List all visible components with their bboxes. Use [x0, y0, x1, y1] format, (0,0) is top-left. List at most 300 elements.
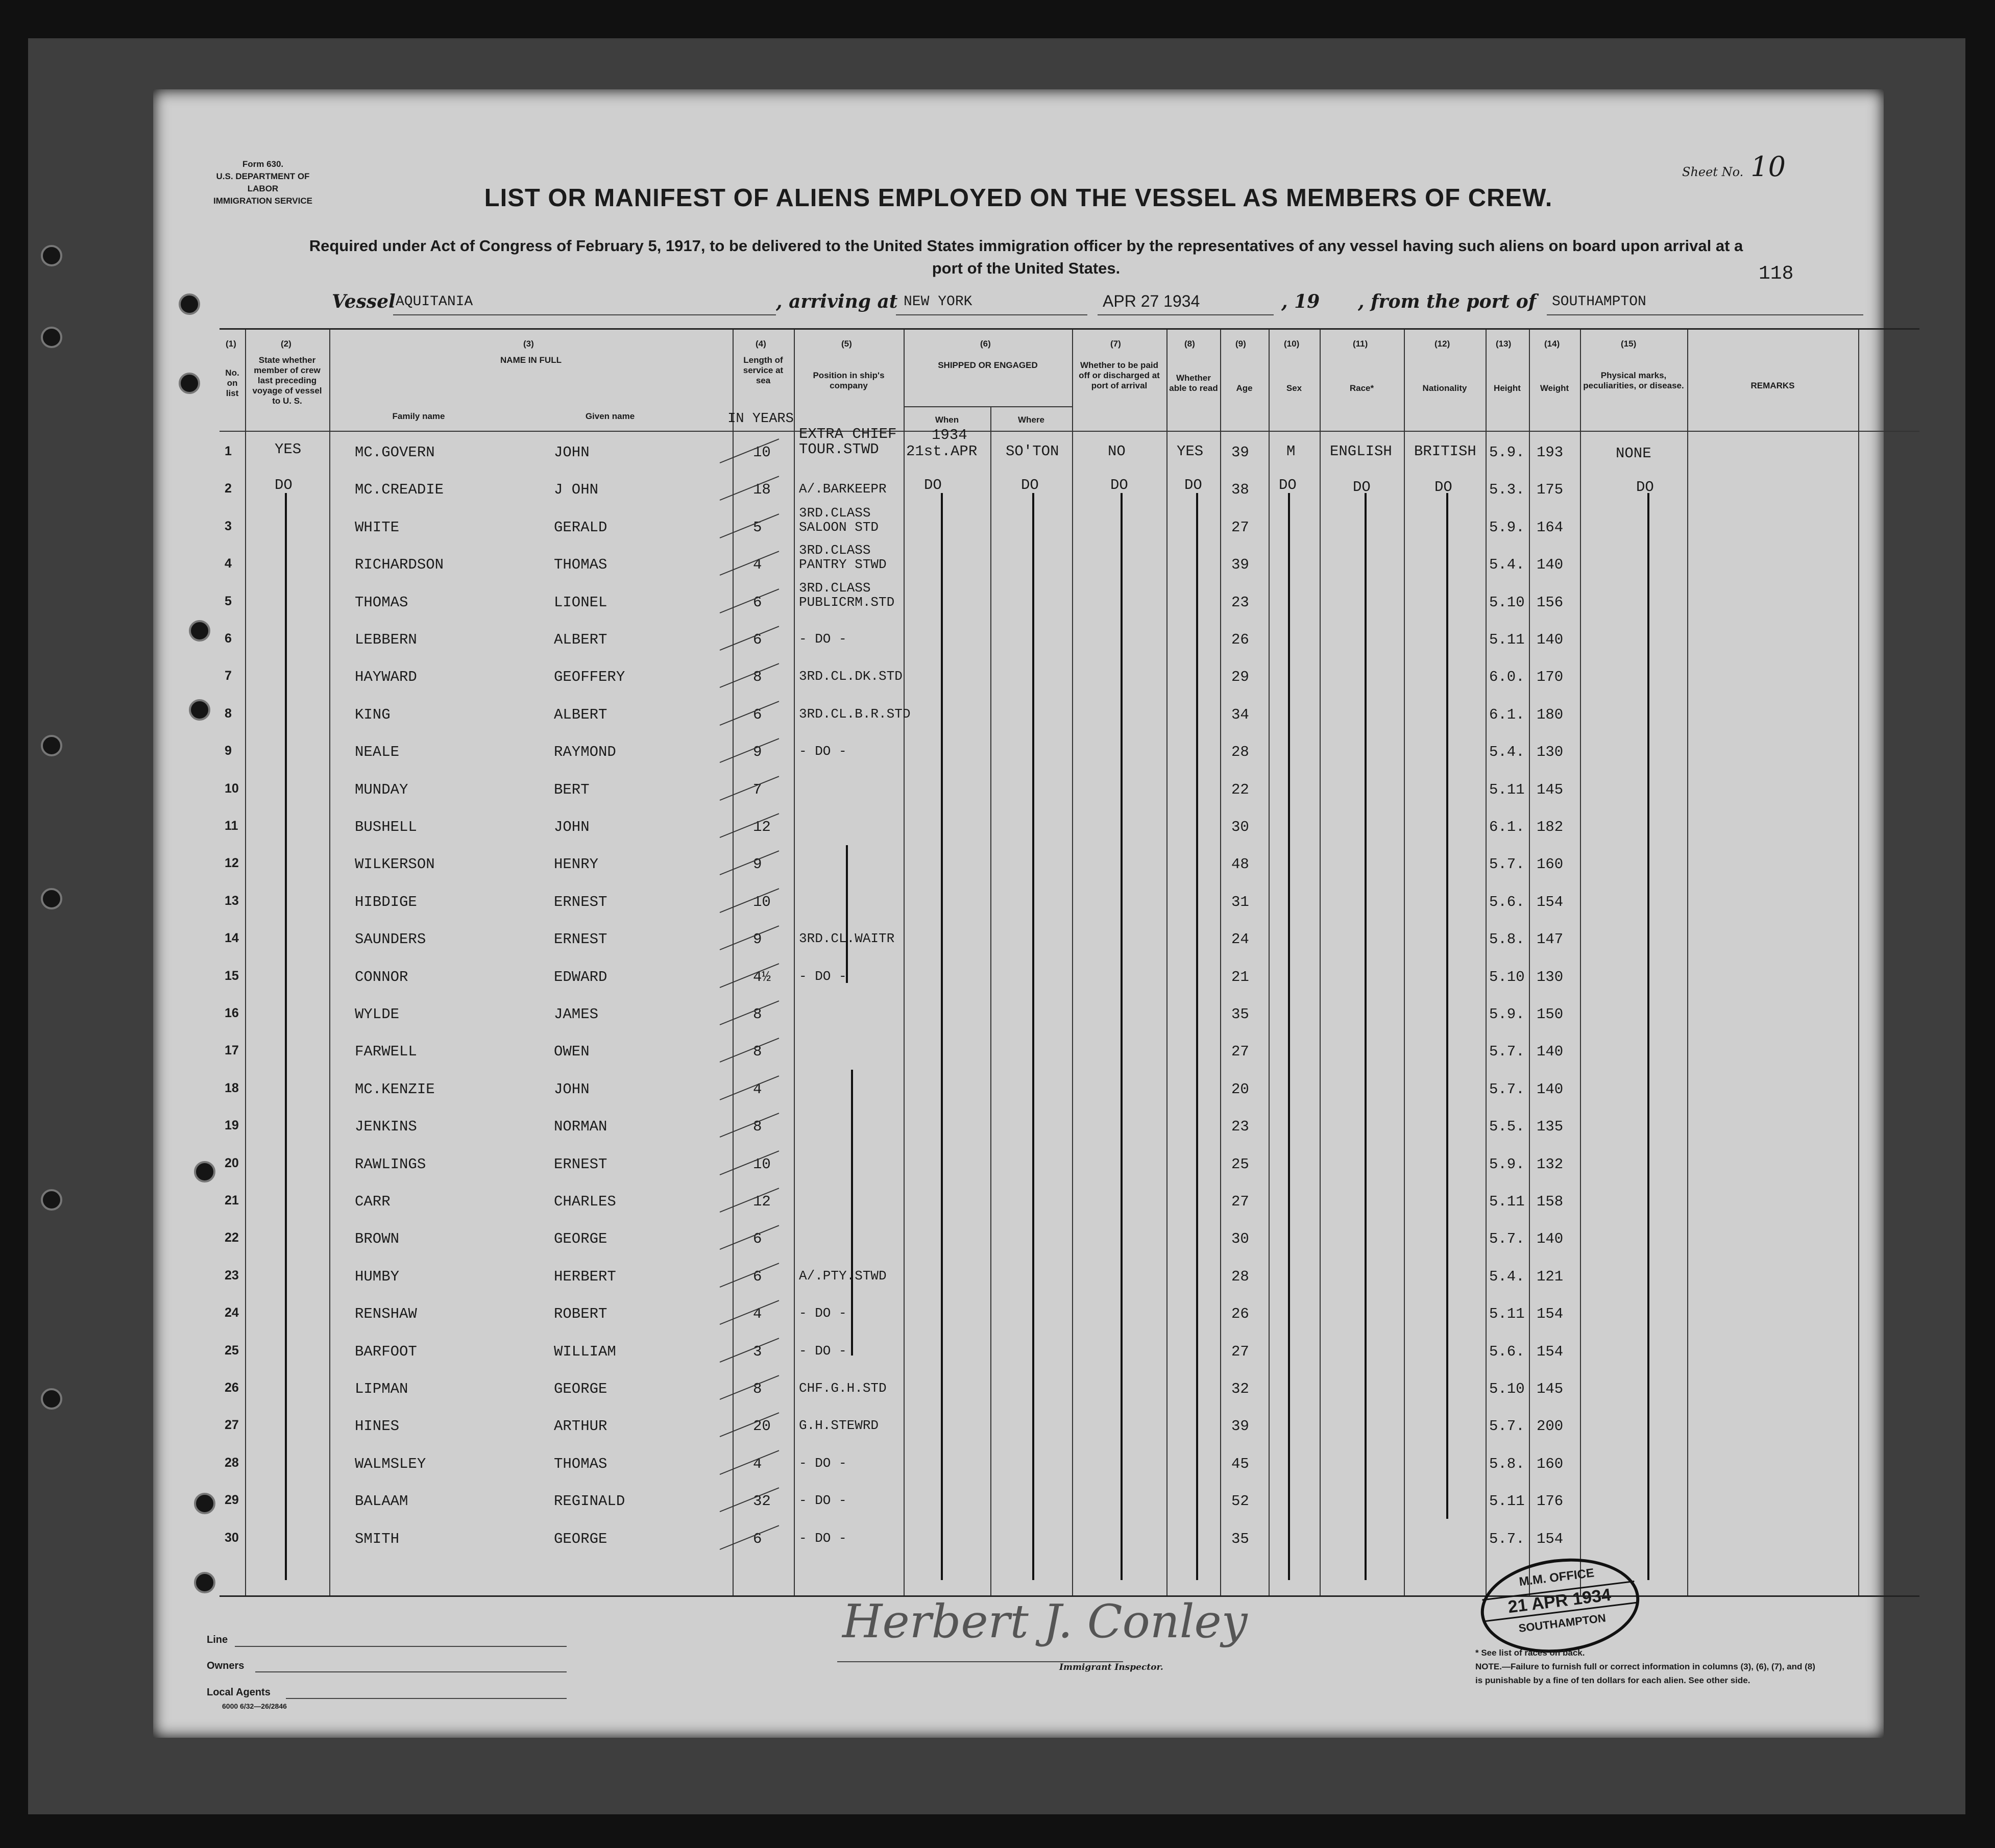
family-name: BROWN: [355, 1230, 400, 1248]
table-row: [220, 993, 1919, 1030]
given-name: ERNEST: [554, 931, 607, 948]
age: 21: [1231, 968, 1249, 985]
stamp-date: 21 APR 1934: [1482, 1581, 1637, 1622]
punch-hole: [41, 245, 62, 266]
table-row: [220, 1517, 1919, 1555]
age: 28: [1231, 1268, 1249, 1285]
family-name: KING: [355, 706, 391, 723]
height: 5.7.: [1489, 1230, 1525, 1248]
table-row: [220, 1105, 1919, 1142]
row1-read: YES: [1177, 443, 1204, 460]
table-row: [220, 1143, 1919, 1180]
weight: 154: [1537, 1305, 1564, 1323]
table-row: [220, 843, 1919, 880]
height: 5.7.: [1489, 1530, 1525, 1547]
col-header-no: No. on list: [225, 368, 239, 398]
given-name: JOHN: [554, 1080, 590, 1098]
header-rule: [904, 406, 1072, 407]
table-row: [220, 655, 1919, 693]
ship-position: - DO -: [799, 744, 847, 759]
age: 26: [1231, 631, 1249, 648]
height: 5.7.: [1489, 1043, 1525, 1061]
service-tick-mark: [720, 1263, 780, 1288]
length-of-service: 4: [753, 1080, 762, 1098]
length-of-service: 18: [753, 481, 771, 499]
ship-position: A/.BARKEEPR: [799, 481, 887, 497]
given-name: BERT: [554, 781, 590, 798]
age: 22: [1231, 781, 1249, 798]
length-of-service: 20: [753, 1418, 771, 1435]
row1-state: YES: [275, 441, 302, 458]
length-of-service: 9: [753, 744, 762, 761]
page-title: LIST OR MANIFEST OF ALIENS EMPLOYED ON THE VESSEL AS MEMBERS OF CREW.: [484, 184, 1553, 212]
service-tick-mark: [720, 1075, 780, 1100]
row-number: 21: [225, 1193, 239, 1208]
ship-position: 3RD.CLASS PUBLICRM.STD: [799, 580, 895, 610]
length-of-service: 9: [753, 931, 762, 948]
weight: 193: [1537, 444, 1564, 461]
row1-race: ENGLISH: [1330, 443, 1392, 460]
penalty-note: NOTE.—Failure to furnish full or correct information in columns (3), (6), (7), and (8) is punishable by a fine of ten dollars for each alien. See other side.: [1475, 1662, 1815, 1685]
row-number: 2: [225, 481, 232, 496]
given-name: ERNEST: [554, 893, 607, 910]
height: 5.7.: [1489, 1080, 1525, 1098]
height: 5.4.: [1489, 556, 1525, 574]
family-name: HUMBY: [355, 1268, 400, 1285]
row-number: 13: [225, 893, 239, 908]
height: 6.0.: [1489, 669, 1525, 686]
family-name: WALMSLEY: [355, 1455, 426, 1472]
weight: 140: [1537, 556, 1564, 574]
length-of-service: 6: [753, 631, 762, 648]
service-tick-mark: [720, 1113, 780, 1138]
sheet-number: [1682, 151, 1786, 183]
row-number: 28: [225, 1455, 239, 1470]
age: 39: [1231, 556, 1249, 574]
row-number: 7: [225, 669, 232, 683]
length-of-service: 4½: [753, 968, 771, 985]
family-name: LEBBERN: [355, 631, 417, 648]
length-of-service: 7: [753, 781, 762, 798]
family-name: HINES: [355, 1418, 400, 1435]
col-header-physical: Physical marks, peculiarities, or disease.: [1583, 371, 1684, 390]
department-name: U.S. DEPARTMENT OF LABOR: [216, 171, 310, 193]
family-name: FARWELL: [355, 1043, 417, 1061]
col-number: (8): [1184, 339, 1195, 349]
height: 5.6.: [1489, 893, 1525, 910]
vessel-label: Vessel: [332, 291, 396, 312]
height: 5.9.: [1489, 1155, 1525, 1173]
col-number: (2): [281, 339, 291, 349]
ship-position: - DO -: [799, 968, 847, 984]
given-name: J OHN: [554, 481, 599, 499]
length-of-service: 10: [753, 444, 771, 461]
ditto-sex: DO: [1279, 477, 1297, 494]
row-number: 9: [225, 744, 232, 758]
age: 25: [1231, 1155, 1249, 1173]
stamp-bottom-text: SOUTHAMPTON: [1518, 1611, 1607, 1635]
family-name: MC.KENZIE: [355, 1080, 435, 1098]
row-number: 12: [225, 856, 239, 871]
footer-agents-label: Local Agents: [207, 1687, 271, 1698]
row1-position: TOUR.STWD: [799, 441, 879, 458]
table-row: [220, 1292, 1919, 1329]
table-row: [220, 805, 1919, 843]
length-of-service: 5: [753, 519, 762, 536]
age: 27: [1231, 1193, 1249, 1210]
col-number: (6): [980, 339, 991, 349]
col-header-position: Position in ship's company: [813, 371, 885, 390]
arrival-port: NEW YORK: [904, 294, 972, 310]
table-row: [220, 693, 1919, 730]
height: 5.6.: [1489, 1343, 1525, 1360]
col-header-name: NAME IN FULL: [500, 355, 562, 365]
row-number: 27: [225, 1418, 239, 1433]
family-name: WYLDE: [355, 1006, 400, 1023]
row-number: 3: [225, 519, 232, 533]
family-name: MC.GOVERN: [355, 444, 435, 461]
given-name: GERALD: [554, 519, 607, 536]
ditto-race: DO: [1353, 479, 1371, 496]
vessel-line: [332, 291, 1874, 316]
given-name: LIONEL: [554, 594, 607, 611]
table-row: [220, 1405, 1919, 1442]
footer-owners-label: Owners: [207, 1660, 245, 1671]
family-name: BUSHELL: [355, 819, 417, 835]
ship-position: - DO -: [799, 1343, 847, 1359]
weight: 170: [1537, 669, 1564, 686]
age: 32: [1231, 1381, 1249, 1397]
weight: 145: [1537, 1381, 1564, 1397]
family-name: RENSHAW: [355, 1305, 417, 1323]
table-row: [220, 1217, 1919, 1254]
weight: 154: [1537, 1343, 1564, 1360]
length-of-service: 8: [753, 1006, 762, 1023]
table-row: [220, 618, 1919, 655]
ship-position: 3RD.CLASS PANTRY STWD: [799, 543, 887, 573]
height: 5.4.: [1489, 1268, 1525, 1285]
given-name: ARTHUR: [554, 1418, 607, 1435]
ditto-physical: DO: [1636, 479, 1654, 496]
given-name: OWEN: [554, 1043, 590, 1061]
ship-position: - DO -: [799, 1530, 847, 1546]
weight: 140: [1537, 1080, 1564, 1098]
ship-position: - DO -: [799, 1493, 847, 1509]
height: 5.8.: [1489, 931, 1525, 948]
given-name: ERNEST: [554, 1155, 607, 1173]
family-name: BALAAM: [355, 1493, 408, 1510]
family-name: SMITH: [355, 1530, 400, 1547]
service-tick-mark: [720, 626, 780, 651]
ship-position: 3RD.CL.DK.STD: [799, 669, 903, 684]
weight: 150: [1537, 1006, 1564, 1023]
family-name: WHITE: [355, 519, 400, 536]
table-row: [220, 1255, 1919, 1292]
port-underline: [896, 314, 1087, 315]
age: 28: [1231, 744, 1249, 761]
inspector-label: Immigrant Inspector.: [1059, 1662, 1163, 1672]
col-header-sex: Sex: [1286, 383, 1302, 393]
col-header-length: Length of service at sea: [743, 355, 784, 385]
length-of-service: 8: [753, 1043, 762, 1061]
family-name: SAUNDERS: [355, 931, 426, 948]
page-subtitle: Required under Act of Congress of February 5, 1917, to be delivered to the United States immigration officer by the representatives of any vessel having such aliens on board upon arrival at a port of the United States.: [309, 237, 1743, 277]
ship-position: 3RD.CLASS SALOON STD: [799, 505, 879, 535]
length-of-service: 6: [753, 1530, 762, 1547]
length-of-service: 6: [753, 706, 762, 723]
footer-line-rule: [235, 1646, 567, 1647]
col-number: (3): [523, 339, 534, 349]
date-underline: [1098, 314, 1274, 315]
service-tick-mark: [720, 513, 780, 538]
row-number: 22: [225, 1230, 239, 1245]
table-row: [220, 1442, 1919, 1480]
punch-hole: [41, 1189, 62, 1211]
weight: 156: [1537, 594, 1564, 611]
length-of-service: 10: [753, 893, 771, 910]
ship-position: 3RD.CL.WAITR: [799, 931, 895, 947]
given-name: GEORGE: [554, 1230, 607, 1248]
service-tick-mark: [720, 851, 780, 876]
height: 5.11: [1489, 631, 1525, 648]
family-name: RICHARDSON: [355, 556, 444, 574]
height: 5.7.: [1489, 1418, 1525, 1435]
col-header-shipped: SHIPPED OR ENGAGED: [938, 360, 1038, 370]
family-name: MC.CREADIE: [355, 481, 444, 499]
row1-sex: M: [1286, 443, 1296, 460]
length-of-service: 12: [753, 1193, 771, 1210]
age: 39: [1231, 1418, 1249, 1435]
table-row: [220, 543, 1919, 580]
stamp-top-text: M.M. OFFICE: [1518, 1566, 1595, 1589]
weight: 121: [1537, 1268, 1564, 1285]
length-of-service: 4: [753, 1305, 762, 1323]
age: 35: [1231, 1006, 1249, 1023]
age: 23: [1231, 1118, 1249, 1136]
age: 31: [1231, 893, 1249, 910]
punch-hole: [189, 620, 210, 642]
row-number: 23: [225, 1268, 239, 1283]
row-number: 26: [225, 1381, 239, 1395]
age: 34: [1231, 706, 1249, 723]
vessel-name: AQUITANIA: [396, 294, 473, 310]
row-number: 14: [225, 931, 239, 946]
family-name: HAYWARD: [355, 669, 417, 686]
footer-notes: [1475, 1646, 1822, 1687]
weight: 147: [1537, 931, 1564, 948]
table-row: [220, 880, 1919, 918]
service-tick-mark: [720, 663, 780, 688]
row-number: 6: [225, 631, 232, 646]
col-number: (5): [841, 339, 852, 349]
age: 27: [1231, 1343, 1249, 1360]
given-name: EDWARD: [554, 968, 607, 985]
ditto-paid: DO: [1110, 477, 1128, 494]
col-number: (13): [1496, 339, 1512, 349]
col-number: (11): [1353, 339, 1368, 349]
table-row: [220, 1330, 1919, 1367]
length-of-service: 6: [753, 1230, 762, 1248]
ditto-read: DO: [1184, 477, 1202, 494]
given-name: JOHN: [554, 444, 590, 461]
height: 5.10: [1489, 594, 1525, 611]
row-number: 20: [225, 1155, 239, 1170]
service-name: IMMIGRATION SERVICE: [213, 196, 312, 206]
service-tick-mark: [720, 776, 780, 801]
col-header-length-typed: IN YEARS: [727, 411, 794, 427]
family-name: RAWLINGS: [355, 1155, 426, 1173]
height: 6.1.: [1489, 819, 1525, 835]
length-of-service: 8: [753, 1118, 762, 1136]
table-row: [220, 918, 1919, 955]
service-tick-mark: [720, 551, 780, 576]
given-name: HERBERT: [554, 1268, 616, 1285]
age: 48: [1231, 856, 1249, 873]
family-name: NEALE: [355, 744, 400, 761]
height: 6.1.: [1489, 706, 1525, 723]
departure-port: SOUTHAMPTON: [1552, 294, 1646, 310]
punch-hole: [41, 1388, 62, 1410]
page-number: 118: [1759, 263, 1794, 285]
service-tick-mark: [720, 1300, 780, 1325]
punch-hole: [194, 1572, 215, 1593]
col-header-family: Family name: [392, 411, 445, 421]
height: 5.5.: [1489, 1118, 1525, 1136]
col-header-where: Where: [1018, 415, 1044, 425]
given-name: GEORGE: [554, 1381, 607, 1397]
manifest-sheet: [153, 89, 1884, 1738]
weight: 140: [1537, 1230, 1564, 1248]
age: 39: [1231, 444, 1249, 461]
print-code: 6000 6/32—26/2846: [222, 1702, 287, 1710]
row1-position-top: EXTRA CHIEF: [799, 426, 897, 442]
given-name: HENRY: [554, 856, 599, 873]
punch-hole: [179, 373, 200, 394]
service-tick-mark: [720, 701, 780, 726]
table-row: [220, 1480, 1919, 1517]
sheet-value: 10: [1750, 151, 1786, 183]
length-of-service: 32: [753, 1493, 771, 1510]
row-number: 29: [225, 1493, 239, 1508]
age: 23: [1231, 594, 1249, 611]
age: 45: [1231, 1455, 1249, 1472]
ship-position: G.H.STEWRD: [799, 1418, 879, 1434]
ditto-where: DO: [1021, 477, 1039, 494]
ditto-when: DO: [924, 477, 942, 494]
age: 27: [1231, 519, 1249, 536]
col-header-given: Given name: [585, 411, 635, 421]
given-name: ROBERT: [554, 1305, 607, 1323]
height: 5.10: [1489, 968, 1525, 985]
weight: 182: [1537, 819, 1564, 835]
family-name: HIBDIGE: [355, 893, 417, 910]
col-header-read: Whether able to read: [1169, 373, 1218, 393]
age: 27: [1231, 1043, 1249, 1061]
given-name: WILLIAM: [554, 1343, 616, 1360]
row1-year: 1934: [932, 427, 967, 443]
row-number: 1: [225, 444, 232, 458]
family-name: THOMAS: [355, 594, 408, 611]
col-header-when: When: [935, 415, 959, 425]
given-name: JOHN: [554, 819, 590, 835]
col-number: (12): [1434, 339, 1450, 349]
weight: 180: [1537, 706, 1564, 723]
age: 30: [1231, 1230, 1249, 1248]
length-of-service: 10: [753, 1155, 771, 1173]
from-underline: [1547, 314, 1863, 315]
table-row: [220, 1367, 1919, 1405]
punch-hole: [189, 699, 210, 721]
length-of-service: 4: [753, 1455, 762, 1472]
row-number: 5: [225, 594, 232, 608]
col-header-race: Race*: [1349, 383, 1374, 393]
height: 5.9.: [1489, 444, 1525, 461]
col-number: (10): [1284, 339, 1300, 349]
ship-position: - DO -: [799, 631, 847, 647]
weight: 130: [1537, 968, 1564, 985]
height: 5.4.: [1489, 744, 1525, 761]
table-row: [220, 730, 1919, 768]
given-name: GEOFFERY: [554, 669, 625, 686]
punch-hole: [194, 1493, 215, 1514]
service-tick-mark: [720, 1000, 780, 1025]
table-row: [220, 1068, 1919, 1105]
footer-agents-rule: [286, 1698, 567, 1699]
from-label: , from the port of: [1358, 291, 1537, 312]
row-number: 11: [225, 819, 238, 833]
height: 5.11: [1489, 781, 1525, 798]
weight: 160: [1537, 1455, 1564, 1472]
age: 29: [1231, 669, 1249, 686]
weight: 164: [1537, 519, 1564, 536]
family-name: CONNOR: [355, 968, 408, 985]
ship-position: A/.PTY.STWD: [799, 1268, 887, 1284]
row-number: 18: [225, 1080, 239, 1095]
service-tick-mark: [720, 738, 780, 763]
family-name: BARFOOT: [355, 1343, 417, 1360]
weight: 158: [1537, 1193, 1564, 1210]
crew-table: [220, 328, 1919, 1597]
given-name: NORMAN: [554, 1118, 607, 1136]
age: 52: [1231, 1493, 1249, 1510]
row1-where: SO'TON: [1006, 443, 1059, 460]
col-header-paid-off: Whether to be paid off or discharged at port of arrival: [1079, 360, 1160, 390]
row1-nationality: BRITISH: [1414, 443, 1476, 460]
row-number: 19: [225, 1118, 239, 1133]
table-row: [220, 506, 1919, 543]
race-note: * See list of races on back.: [1475, 1648, 1585, 1658]
ditto-nationality: DO: [1434, 479, 1452, 496]
service-tick-mark: [720, 1375, 780, 1400]
length-of-service: 12: [753, 819, 771, 835]
family-name: WILKERSON: [355, 856, 435, 873]
given-name: JAMES: [554, 1006, 599, 1023]
height: 5.3.: [1489, 481, 1525, 499]
length-of-service: 4: [753, 556, 762, 574]
table-row: [220, 581, 1919, 618]
row1-when: 21st.APR: [906, 443, 978, 460]
weight: 176: [1537, 1493, 1564, 1510]
length-of-service: 6: [753, 1268, 762, 1285]
col-header-age: Age: [1236, 383, 1253, 393]
age: 38: [1231, 481, 1249, 499]
row-number: 16: [225, 1006, 239, 1020]
given-name: REGINALD: [554, 1493, 625, 1510]
age: 26: [1231, 1305, 1249, 1323]
row-number: 15: [225, 968, 239, 983]
col-header-weight: Weight: [1540, 383, 1569, 393]
height: 5.7.: [1489, 856, 1525, 873]
